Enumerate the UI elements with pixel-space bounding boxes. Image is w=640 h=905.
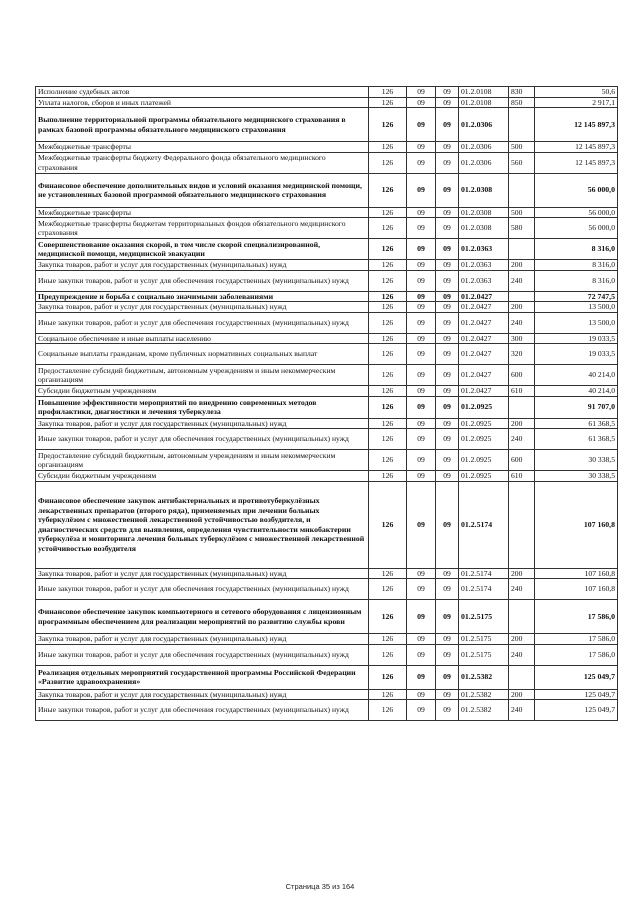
cell-pr: 09: [436, 579, 459, 600]
cell-tgt: 01.2.0306: [459, 152, 509, 173]
cell-rz: 09: [407, 665, 436, 689]
cell-vr: 610: [509, 386, 535, 397]
cell-tgt: 01.2.5175: [459, 634, 509, 645]
cell-pr: 09: [436, 97, 459, 108]
cell-gr: 126: [369, 665, 407, 689]
table-row: [36, 142, 618, 153]
cell-vr: 600: [509, 365, 535, 386]
cell-pr: 09: [436, 600, 459, 634]
cell-pr: 09: [436, 396, 459, 418]
cell-sum: 56 000,0: [535, 207, 618, 218]
cell-name: Закупка товаров, работ и услуг для государственных (муниципальных) нужд: [36, 302, 369, 313]
cell-sum: 72 747,5: [535, 291, 618, 302]
cell-tgt: 01.2.0308: [459, 207, 509, 218]
cell-vr: [509, 665, 535, 689]
cell-vr: 200: [509, 302, 535, 313]
cell-sum: 8 316,0: [535, 260, 618, 271]
cell-rz: 09: [407, 386, 436, 397]
cell-vr: [509, 481, 535, 568]
cell-tgt: 01.2.0363: [459, 260, 509, 271]
cell-sum: 12 145 897,3: [535, 142, 618, 153]
cell-vr: 240: [509, 700, 535, 721]
cell-vr: 200: [509, 568, 535, 579]
cell-gr: 126: [369, 634, 407, 645]
cell-rz: 09: [407, 471, 436, 482]
cell-sum: 56 000,0: [535, 173, 618, 207]
cell-pr: 09: [436, 173, 459, 207]
cell-rz: 09: [407, 270, 436, 291]
cell-name: Предоставление субсидий бюджетным, автономным учреждениям и иным некоммерческим организациям: [36, 365, 369, 386]
cell-sum: 8 316,0: [535, 239, 618, 260]
cell-sum: 8 316,0: [535, 270, 618, 291]
cell-rz: 09: [407, 218, 436, 239]
table-row: [36, 152, 618, 173]
cell-pr: 09: [436, 644, 459, 665]
cell-rz: 09: [407, 579, 436, 600]
cell-name: Межбюджетные трансферты бюджетам территориальных фондов обязательного медицинского страхования: [36, 218, 369, 239]
cell-name: Реализация отдельных мероприятий государственной программы Российской Федерации «Развитие здравоохранения»: [36, 665, 369, 689]
cell-rz: 09: [407, 97, 436, 108]
cell-vr: 240: [509, 579, 535, 600]
table-row: [36, 665, 618, 689]
cell-rz: 09: [407, 333, 436, 344]
cell-name: Закупка товаров, работ и услуг для государственных (муниципальных) нужд: [36, 418, 369, 429]
cell-pr: 09: [436, 239, 459, 260]
cell-sum: 107 160,8: [535, 481, 618, 568]
cell-sum: 19 033,5: [535, 333, 618, 344]
cell-tgt: 01.2.0427: [459, 344, 509, 365]
cell-pr: 09: [436, 700, 459, 721]
cell-tgt: 01.2.0427: [459, 302, 509, 313]
page-number: Страница 35 из 164: [285, 882, 355, 891]
cell-sum: 30 338,5: [535, 450, 618, 471]
table-row: [36, 97, 618, 108]
cell-tgt: 01.2.0306: [459, 108, 509, 142]
cell-name: Межбюджетные трансферты бюджету Федерального фонда обязательного медицинского страхования: [36, 152, 369, 173]
table-row: [36, 260, 618, 271]
cell-sum: 61 368,5: [535, 429, 618, 450]
cell-gr: 126: [369, 260, 407, 271]
cell-gr: 126: [369, 481, 407, 568]
cell-vr: 850: [509, 97, 535, 108]
cell-vr: 200: [509, 260, 535, 271]
table-row: [36, 600, 618, 634]
cell-pr: 09: [436, 108, 459, 142]
cell-gr: 126: [369, 239, 407, 260]
cell-name: Закупка товаров, работ и услуг для государственных (муниципальных) нужд: [36, 634, 369, 645]
cell-gr: 126: [369, 218, 407, 239]
cell-tgt: 01.2.0427: [459, 386, 509, 397]
cell-tgt: 01.2.0363: [459, 239, 509, 260]
cell-name: Субсидии бюджетным учреждениям: [36, 386, 369, 397]
cell-gr: 126: [369, 396, 407, 418]
cell-name: Межбюджетные трансферты: [36, 142, 369, 153]
cell-pr: 09: [436, 471, 459, 482]
cell-name: Иные закупки товаров, работ и услуг для обеспечения государственных (муниципальных) нужд: [36, 270, 369, 291]
cell-sum: 2 917,1: [535, 97, 618, 108]
cell-rz: 09: [407, 644, 436, 665]
cell-sum: 125 049,7: [535, 689, 618, 700]
cell-sum: 17 586,0: [535, 634, 618, 645]
cell-gr: 126: [369, 689, 407, 700]
cell-gr: 126: [369, 333, 407, 344]
cell-tgt: 01.2.0108: [459, 87, 509, 98]
cell-pr: 09: [436, 291, 459, 302]
table-row: [36, 568, 618, 579]
table-row: [36, 291, 618, 302]
table-row: [36, 87, 618, 98]
cell-name: Финансовое обеспечение закупок компьютерного и сетевого оборудования с лицензионным программным обеспечением для реализации мероприятий по развитию службы крови: [36, 600, 369, 634]
cell-rz: 09: [407, 600, 436, 634]
cell-vr: [509, 396, 535, 418]
cell-pr: 09: [436, 142, 459, 153]
cell-tgt: 01.2.0427: [459, 365, 509, 386]
cell-vr: [509, 108, 535, 142]
cell-rz: 09: [407, 568, 436, 579]
cell-sum: 12 145 897,3: [535, 108, 618, 142]
cell-vr: 830: [509, 87, 535, 98]
cell-vr: 240: [509, 312, 535, 333]
cell-tgt: 01.2.5382: [459, 665, 509, 689]
cell-name: Повышение эффективности мероприятий по внедрению современных методов профилактики, диагностики и лечения туберкулеза: [36, 396, 369, 418]
cell-sum: 61 368,5: [535, 418, 618, 429]
cell-vr: [509, 600, 535, 634]
cell-rz: 09: [407, 173, 436, 207]
table-row: [36, 689, 618, 700]
cell-tgt: 01.2.0925: [459, 429, 509, 450]
cell-name: Иные закупки товаров, работ и услуг для обеспечения государственных (муниципальных) нужд: [36, 579, 369, 600]
cell-vr: 240: [509, 644, 535, 665]
cell-tgt: 01.2.0925: [459, 396, 509, 418]
table-row: [36, 644, 618, 665]
cell-gr: 126: [369, 700, 407, 721]
cell-tgt: 01.2.0427: [459, 333, 509, 344]
cell-gr: 126: [369, 207, 407, 218]
cell-tgt: 01.2.0925: [459, 450, 509, 471]
table-row: [36, 239, 618, 260]
cell-rz: 09: [407, 87, 436, 98]
cell-vr: 320: [509, 344, 535, 365]
cell-sum: 56 000,0: [535, 218, 618, 239]
cell-vr: 200: [509, 689, 535, 700]
table-row: [36, 344, 618, 365]
cell-vr: [509, 239, 535, 260]
cell-sum: 17 586,0: [535, 600, 618, 634]
cell-pr: 09: [436, 87, 459, 98]
cell-pr: 09: [436, 568, 459, 579]
table-row: [36, 418, 618, 429]
cell-rz: 09: [407, 689, 436, 700]
cell-rz: 09: [407, 207, 436, 218]
cell-vr: 500: [509, 207, 535, 218]
cell-name: Финансовое обеспечение закупок антибактериальных и противотуберкулёзных лекарственных препаратов (второго ряда), применяемых при лечении больных туберкулёзом с множественной лекарственной устойчивостью возбудителя, и диагностических средств для выявления, определения чувствительности микобактерии туберкулёза и мониторинга лечения больных туберкулёзом с множественной лекарственной устойчивостью возбудителя: [36, 481, 369, 568]
cell-vr: 500: [509, 142, 535, 153]
cell-sum: 13 500,0: [535, 312, 618, 333]
cell-vr: [509, 291, 535, 302]
cell-sum: 50,6: [535, 87, 618, 98]
cell-pr: 09: [436, 665, 459, 689]
table-row: [36, 207, 618, 218]
cell-rz: 09: [407, 302, 436, 313]
cell-gr: 126: [369, 344, 407, 365]
cell-rz: 09: [407, 260, 436, 271]
table-row: [36, 302, 618, 313]
cell-tgt: 01.2.0306: [459, 142, 509, 153]
table-row: [36, 333, 618, 344]
table-row: [36, 218, 618, 239]
table-row: [36, 312, 618, 333]
cell-name: Иные закупки товаров, работ и услуг для обеспечения государственных (муниципальных) нужд: [36, 312, 369, 333]
cell-name: Предоставление субсидий бюджетным, автономным учреждениям и иным некоммерческим организациям: [36, 450, 369, 471]
cell-name: Иные закупки товаров, работ и услуг для обеспечения государственных (муниципальных) нужд: [36, 644, 369, 665]
table-row: [36, 450, 618, 471]
cell-pr: 09: [436, 260, 459, 271]
cell-name: Исполнение судебных актов: [36, 87, 369, 98]
cell-tgt: 01.2.0308: [459, 218, 509, 239]
cell-gr: 126: [369, 142, 407, 153]
cell-sum: 19 033,5: [535, 344, 618, 365]
cell-rz: 09: [407, 312, 436, 333]
cell-rz: 09: [407, 396, 436, 418]
cell-name: Совершенствование оказания скорой, в том числе скорой специализированной, медицинской помощи, медицинской эвакуации: [36, 239, 369, 260]
cell-name: Предупреждение и борьба с социально значимыми заболеваниями: [36, 291, 369, 302]
table-row: [36, 108, 618, 142]
cell-gr: 126: [369, 600, 407, 634]
cell-tgt: 01.2.0427: [459, 312, 509, 333]
cell-pr: 09: [436, 344, 459, 365]
cell-vr: [509, 173, 535, 207]
cell-tgt: 01.2.5174: [459, 568, 509, 579]
cell-rz: 09: [407, 450, 436, 471]
cell-pr: 09: [436, 429, 459, 450]
cell-name: Субсидии бюджетным учреждениям: [36, 471, 369, 482]
cell-rz: 09: [407, 365, 436, 386]
cell-rz: 09: [407, 108, 436, 142]
cell-pr: 09: [436, 365, 459, 386]
table-row: [36, 386, 618, 397]
cell-gr: 126: [369, 579, 407, 600]
cell-name: Закупка товаров, работ и услуг для государственных (муниципальных) нужд: [36, 689, 369, 700]
cell-gr: 126: [369, 270, 407, 291]
cell-pr: 09: [436, 333, 459, 344]
cell-tgt: 01.2.5175: [459, 600, 509, 634]
cell-gr: 126: [369, 97, 407, 108]
cell-vr: 200: [509, 634, 535, 645]
cell-vr: 580: [509, 218, 535, 239]
table-row: [36, 481, 618, 568]
cell-vr: 560: [509, 152, 535, 173]
cell-tgt: 01.2.5382: [459, 689, 509, 700]
cell-gr: 126: [369, 302, 407, 313]
cell-name: Уплата налогов, сборов и иных платежей: [36, 97, 369, 108]
cell-rz: 09: [407, 418, 436, 429]
cell-rz: 09: [407, 142, 436, 153]
cell-pr: 09: [436, 418, 459, 429]
cell-tgt: 01.2.0363: [459, 270, 509, 291]
cell-tgt: 01.2.0925: [459, 471, 509, 482]
cell-sum: 40 214,0: [535, 386, 618, 397]
table-row: [36, 270, 618, 291]
cell-name: Закупка товаров, работ и услуг для государственных (муниципальных) нужд: [36, 260, 369, 271]
cell-pr: 09: [436, 218, 459, 239]
cell-tgt: 01.2.0925: [459, 418, 509, 429]
cell-rz: 09: [407, 152, 436, 173]
cell-gr: 126: [369, 152, 407, 173]
table-body: [36, 87, 618, 721]
cell-sum: 12 145 897,3: [535, 152, 618, 173]
cell-rz: 09: [407, 700, 436, 721]
table-row: [36, 429, 618, 450]
cell-gr: 126: [369, 450, 407, 471]
cell-sum: 91 707,0: [535, 396, 618, 418]
cell-rz: 09: [407, 344, 436, 365]
cell-pr: 09: [436, 270, 459, 291]
cell-tgt: 01.2.0427: [459, 291, 509, 302]
cell-sum: 40 214,0: [535, 365, 618, 386]
cell-rz: 09: [407, 481, 436, 568]
cell-rz: 09: [407, 634, 436, 645]
cell-name: Социальные выплаты гражданам, кроме публичных нормативных социальных выплат: [36, 344, 369, 365]
cell-tgt: 01.2.0308: [459, 173, 509, 207]
cell-pr: 09: [436, 386, 459, 397]
cell-pr: 09: [436, 634, 459, 645]
table-row: [36, 700, 618, 721]
cell-sum: 17 586,0: [535, 644, 618, 665]
cell-vr: 610: [509, 471, 535, 482]
cell-tgt: 01.2.5382: [459, 700, 509, 721]
cell-rz: 09: [407, 239, 436, 260]
cell-pr: 09: [436, 312, 459, 333]
cell-gr: 126: [369, 568, 407, 579]
cell-name: Финансовое обеспечение дополнительных видов и условий оказания медицинской помощи, не установленных базовой программой обязательного медицинского страхования: [36, 173, 369, 207]
cell-pr: 09: [436, 689, 459, 700]
table-row: [36, 173, 618, 207]
cell-tgt: 01.2.0108: [459, 97, 509, 108]
cell-vr: 600: [509, 450, 535, 471]
cell-gr: 126: [369, 471, 407, 482]
table-row: [36, 396, 618, 418]
cell-gr: 126: [369, 429, 407, 450]
cell-gr: 126: [369, 386, 407, 397]
cell-pr: 09: [436, 152, 459, 173]
budget-table: [35, 86, 618, 721]
cell-sum: 125 049,7: [535, 700, 618, 721]
table-row: [36, 634, 618, 645]
cell-sum: 107 160,8: [535, 579, 618, 600]
cell-vr: 300: [509, 333, 535, 344]
cell-vr: 240: [509, 270, 535, 291]
cell-name: Межбюджетные трансферты: [36, 207, 369, 218]
cell-sum: 125 049,7: [535, 665, 618, 689]
cell-rz: 09: [407, 291, 436, 302]
cell-name: Социальное обеспечение и иные выплаты населению: [36, 333, 369, 344]
cell-sum: 30 338,5: [535, 471, 618, 482]
cell-gr: 126: [369, 644, 407, 665]
cell-pr: 09: [436, 207, 459, 218]
cell-vr: 200: [509, 418, 535, 429]
table-row: [36, 579, 618, 600]
table-row: [36, 365, 618, 386]
cell-sum: 107 160,8: [535, 568, 618, 579]
cell-gr: 126: [369, 291, 407, 302]
cell-pr: 09: [436, 450, 459, 471]
cell-pr: 09: [436, 302, 459, 313]
cell-name: Иные закупки товаров, работ и услуг для обеспечения государственных (муниципальных) нужд: [36, 700, 369, 721]
cell-name: Закупка товаров, работ и услуг для государственных (муниципальных) нужд: [36, 568, 369, 579]
cell-tgt: 01.2.5174: [459, 579, 509, 600]
cell-rz: 09: [407, 429, 436, 450]
cell-gr: 126: [369, 173, 407, 207]
cell-gr: 126: [369, 108, 407, 142]
cell-name: Иные закупки товаров, работ и услуг для обеспечения государственных (муниципальных) нужд: [36, 429, 369, 450]
cell-vr: 240: [509, 429, 535, 450]
cell-pr: 09: [436, 481, 459, 568]
cell-gr: 126: [369, 365, 407, 386]
cell-gr: 126: [369, 418, 407, 429]
cell-gr: 126: [369, 87, 407, 98]
cell-name: Выполнение территориальной программы обязательного медицинского страхования в рамках базовой программы обязательного медицинского страхования: [36, 108, 369, 142]
cell-gr: 126: [369, 312, 407, 333]
cell-tgt: 01.2.5175: [459, 644, 509, 665]
cell-tgt: 01.2.5174: [459, 481, 509, 568]
table-row: [36, 471, 618, 482]
cell-sum: 13 500,0: [535, 302, 618, 313]
